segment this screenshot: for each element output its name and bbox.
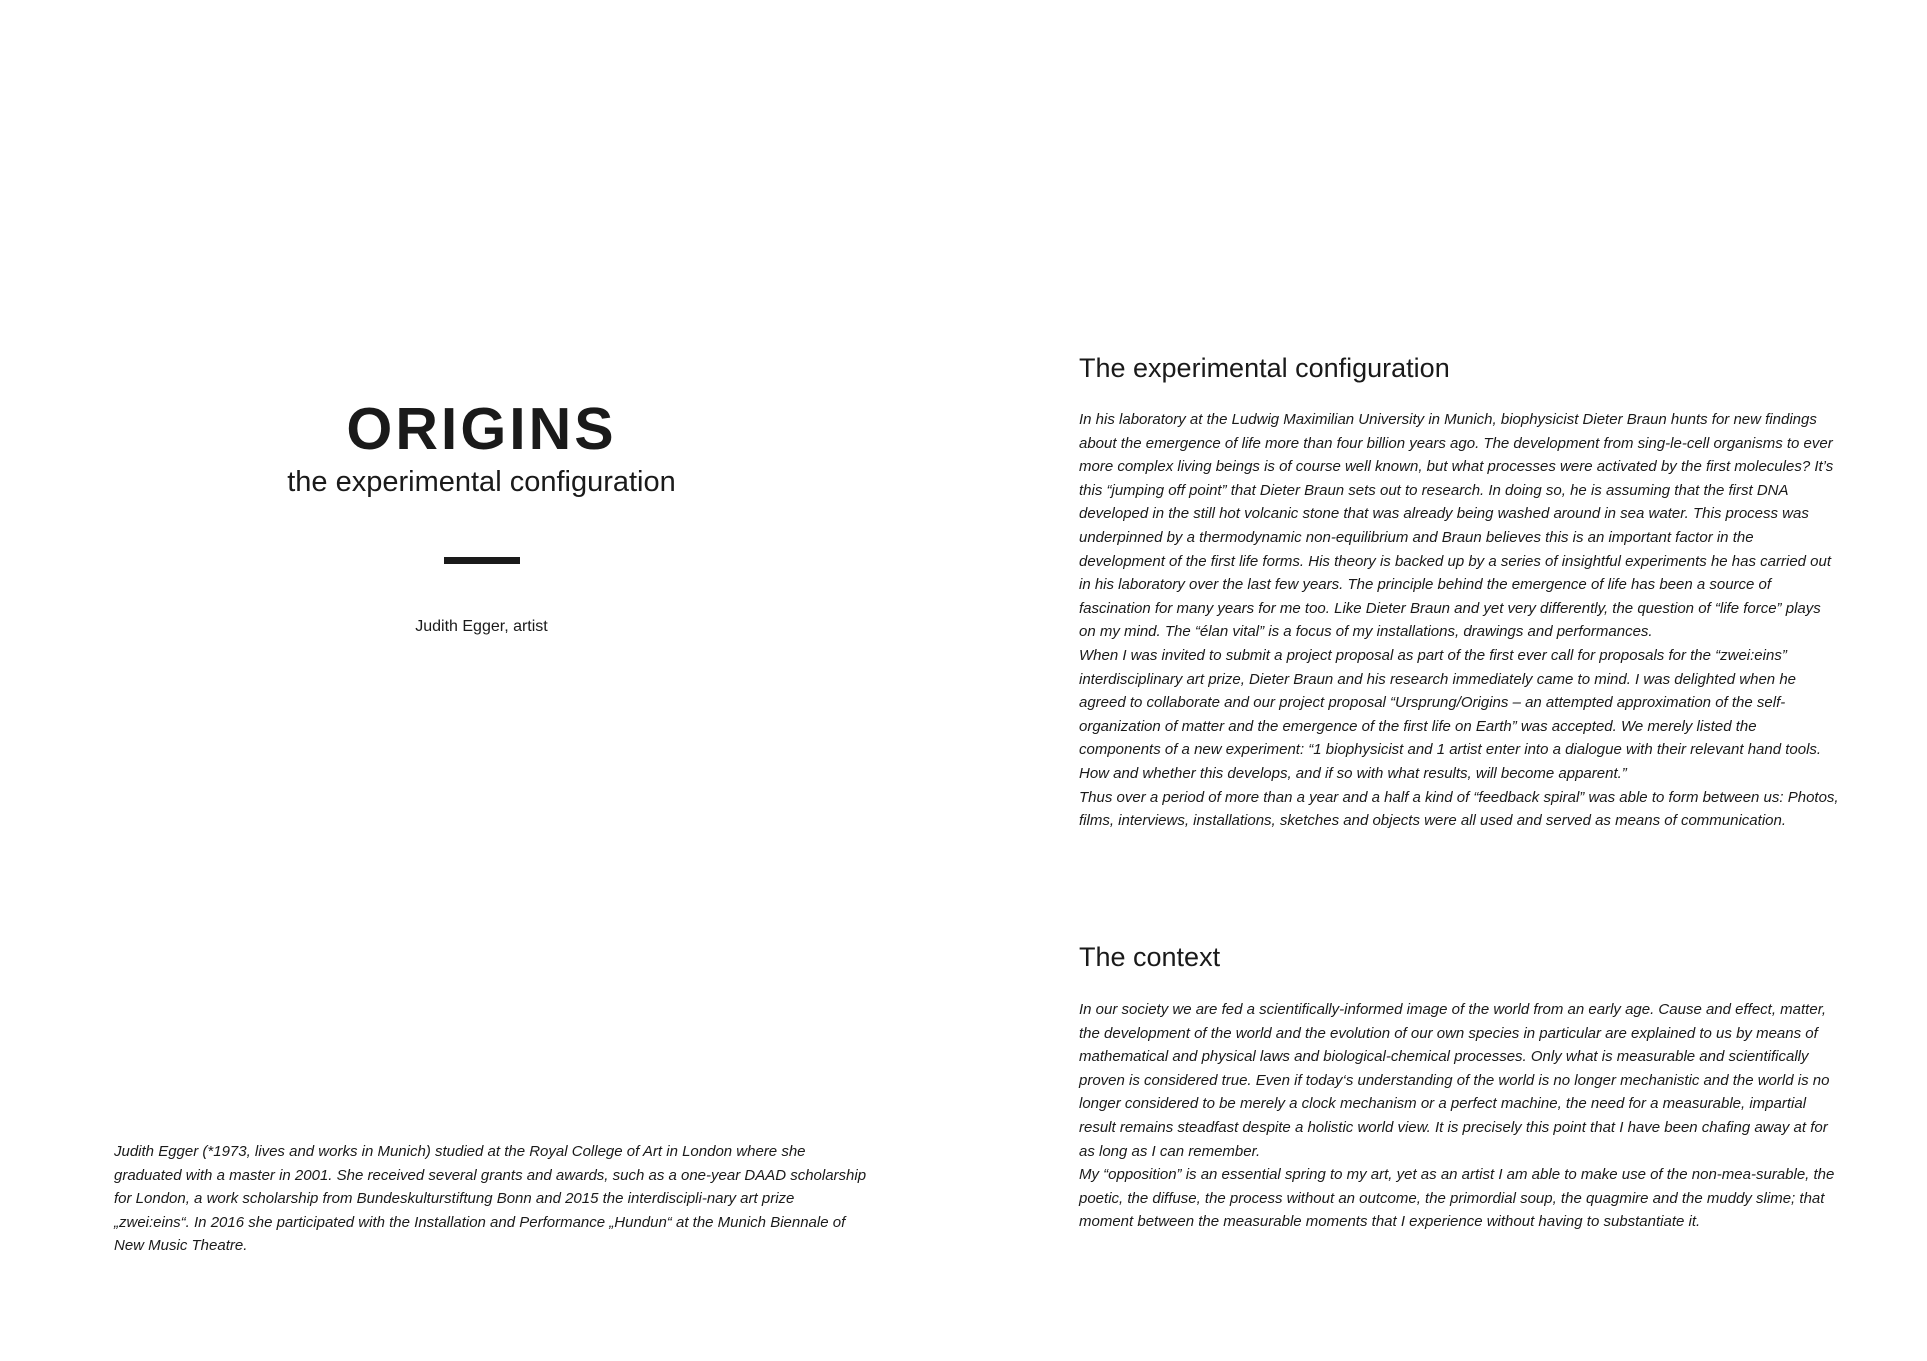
artist-bio: Judith Egger (*1973, lives and works in Munich) studied at the Royal College of Art in London where she graduated with a master in 2001. She received several grants and awards, such as a one-year DAAD scholarship for London, a work scholarship from Bundeskulturstiftung Bonn and 2015 the interdiscipli-nary art prize „zwei:eins“. In 2016 she participated with the Installation and Performance „Hundun“ at the Munich Biennale of New Music Theatre. bbox=[114, 1143, 867, 1255]
paragraph: In his laboratory at the Ludwig Maximilian University in Munich, biophysicist Dieter Braun hunts for new findings about the emergence of life more than four billion years ago. The development from sing-le-cell organisms to ever more complex living beings is of course well known, but what processes were activated by the first molecules? It’s this “jumping off point” that Dieter Braun sets out to research. In doing so, he is assuming that the first DNA developed in the still hot volcanic stone that was already being washed around in sea water. This process was underpinned by a thermodynamic non-equilibrium and Braun believes this is an important factor in the development of the first life forms. His theory is backed up by a series of insightful experiments he has carried out in his laboratory over the last few years. The principle behind the emergence of life has been a source of fascination for many years for me too. Like Dieter Braun and yet very differently, the question of “life force” plays on my mind. The “élan vital” is a focus of my installations, drawings and performances. bbox=[1079, 411, 1834, 641]
page-title: ORIGINS bbox=[346, 396, 617, 462]
section-body-experimental-configuration bbox=[1079, 408, 1839, 833]
paragraph: My “opposition” is an essential spring to my art, yet as an artist I am able to make use of the non-mea-surable, the poetic, the diffuse, the process without an outcome, the primordial soup, the quagmire and the muddy slime; that moment between the measurable moments that I experience without having to substantiate it. bbox=[1079, 1166, 1835, 1231]
divider-rule bbox=[444, 557, 520, 564]
section-heading-context: The context bbox=[1079, 942, 1221, 972]
title-block bbox=[0, 394, 963, 637]
paragraph: Thus over a period of more than a year and a half a kind of “feedback spiral” was able to form between us: Photos, films, interviews, installations, sketches and objects were all used and served as means of communication. bbox=[1079, 788, 1839, 830]
paragraph: In our society we are fed a scientifically-informed image of the world from an early age. Cause and effect, matter, the development of the world and the evolution of our own species in particular are explained to us by means of mathematical and physical laws and biological-chemical processes. Only what is measurable and scientifically proven is considered true. Even if today‘s understanding of the world is no longer mechanistic and the world is no longer considered to be merely a clock mechanism or a perfect machine, the need for a measurable, impartial result remains steadfast despite a holistic world view. It is precisely this point that I have been chafing away at for as long as I can remember. bbox=[1079, 1001, 1830, 1160]
author-credit: Judith Egger, artist bbox=[415, 618, 548, 635]
left-page bbox=[0, 0, 963, 1361]
section-body-context bbox=[1079, 998, 1839, 1234]
page-subtitle: the experimental configuration bbox=[287, 466, 676, 498]
paragraph: When I was invited to submit a project proposal as part of the first ever call for proposals for the “zwei:eins” interdisciplinary art prize, Dieter Braun and his research immediately came to mind. I was delighted when he agreed to collaborate and our project proposal “Ursprung/Origins – an attempted approximation of the self-organization of matter and the emergence of the first life on Earth” was accepted. We merely listed the components of a new experiment: “1 biophysicist and 1 artist enter into a dialogue with their relevant hand tools. How and whether this develops, and if so with what results, will become apparent.” bbox=[1079, 646, 1822, 782]
right-page bbox=[963, 0, 1927, 1361]
section-heading-experimental-configuration: The experimental configuration bbox=[1079, 353, 1450, 383]
